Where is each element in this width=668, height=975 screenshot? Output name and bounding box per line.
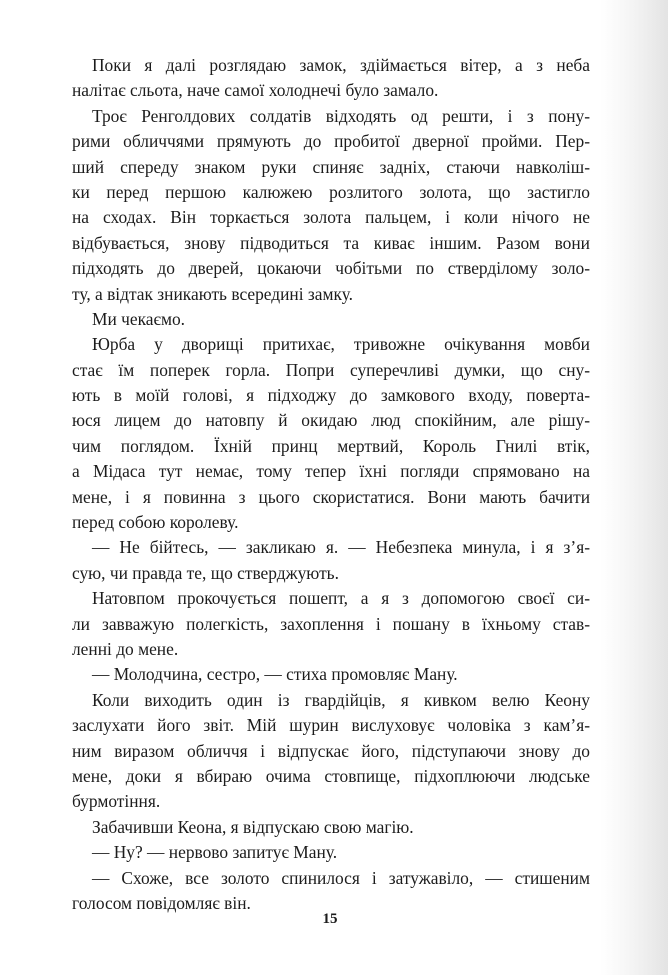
text-line: перед собою королеву. <box>72 512 239 533</box>
text-line: — Не бійтесь, — закликаю я. — Небезпека минула, і я з’я- <box>92 537 590 558</box>
text-line: відбувається, знову підводиться та киває іншим. Разом вони <box>72 232 590 253</box>
text-line: ють в моїй голові, я підходжу до замкового входу, поверта- <box>72 385 590 406</box>
text-line: Забачивши Кеона, я відпускаю свою магію. <box>92 816 414 837</box>
text-line: — Схоже, все золото спинилося і затужавіло, — стишеним <box>92 867 590 888</box>
text-line: заслухати його звіт. Мій шурин вислуховує чоловіка з кам’я- <box>72 715 590 736</box>
text-line: — Ну? — нервово запитує Ману. <box>92 842 338 863</box>
page-number: 15 <box>322 911 338 927</box>
text-line: ший спереду знаком руки спиняє задніх, стаючи навколіш- <box>72 156 590 177</box>
text-line: ту, а відтак зникають всередині замку. <box>72 283 354 304</box>
text-line: підходять до дверей, цокаючи чобітьми по стверділому золо- <box>72 258 590 279</box>
text-line: Поки я далі розглядаю замок, здіймається вітер, а з неба <box>92 55 590 75</box>
text-line: бурмотіння. <box>72 791 161 812</box>
text-line: ним виразом обличчя і відпускає його, підступаючи знову до <box>72 740 590 761</box>
text-line: Троє Ренголдових солдатів відходять од решти, і з пону- <box>92 105 590 126</box>
body-text <box>72 53 590 916</box>
text-line: чим поглядом. Їхній принц мертвий, Король Гнилі втік, <box>72 435 590 456</box>
text-line: юся лицем до натовпу й окидаю люд спокійним, але рішу- <box>72 410 590 431</box>
text-line: мене, і я повинна з цього скористатися. Вони мають бачити <box>72 486 590 507</box>
text-line: ки перед першою калюжею розлитого золота, що застигло <box>72 181 590 202</box>
text-line: Ми чекаємо. <box>92 308 185 329</box>
text-line: а Мідаса тут немає, тому тепер їхні погляди спрямовано на <box>72 461 590 482</box>
text-line: Натовпом прокочується пошепт, а я з допомогою своєї си- <box>92 588 590 609</box>
text-line: на сходах. Він торкається золота пальцем, і коли нічого не <box>72 207 590 228</box>
text-line: ли завважую полегкість, захоплення і пошану в їхньому став- <box>72 613 590 634</box>
text-line: налітає сльота, наче самої холоднечі було замало. <box>72 80 439 101</box>
text-line: голосом повідомляє він. <box>72 892 251 913</box>
text-line: рими обличчями прямують до пробитої дверної пройми. Пер- <box>72 131 590 152</box>
text-line: стає їм поперек горла. Попри суперечливі думки, що сну- <box>72 359 590 380</box>
text-line: мене, доки я вбираю очима стовпище, підхоплюючи людське <box>72 765 590 786</box>
text-line: — Молодчина, сестро, — стиха промовляє Ману. <box>92 664 458 685</box>
text-line: Коли виходить один із гвардійців, я кивком велю Кеону <box>92 689 590 710</box>
text-line: Юрба у дворищі притихає, тривожне очікування мовби <box>92 334 590 355</box>
text-line: ленні до мене. <box>72 638 179 659</box>
text-line: сую, чи правда те, що стверджують. <box>72 562 339 583</box>
